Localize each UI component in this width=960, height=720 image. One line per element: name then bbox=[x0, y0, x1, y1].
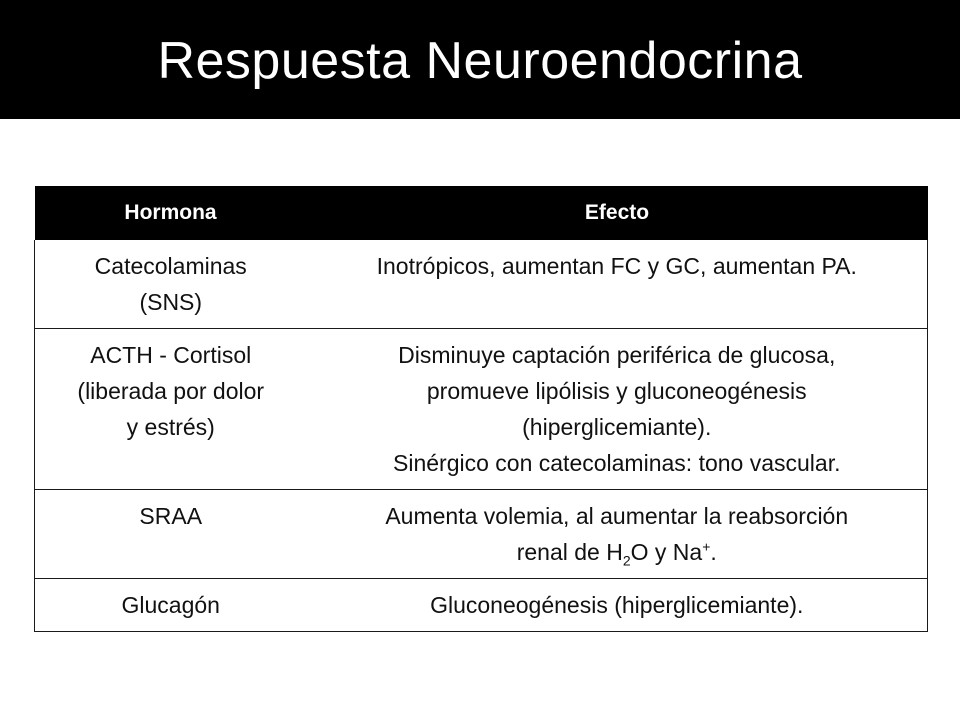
effect-text: Sinérgico con catecolaminas: tono vascular. bbox=[393, 450, 841, 476]
effect-text: Inotrópicos, aumentan FC y GC, aumentan PA. bbox=[376, 253, 857, 279]
effect-cell bbox=[307, 490, 928, 579]
hormone-text: y estrés) bbox=[126, 414, 215, 440]
formula-suffix: . bbox=[710, 539, 717, 565]
hormone-cell bbox=[35, 240, 307, 329]
hormone-cell bbox=[35, 329, 307, 490]
effect-text: Gluconeogénesis (hiperglicemiante). bbox=[430, 592, 804, 618]
effect-text: promueve lipólisis y gluconeogénesis bbox=[426, 378, 807, 404]
hormone-cell bbox=[35, 579, 307, 632]
hormone-text: Catecolaminas bbox=[94, 253, 247, 279]
hormone-table bbox=[34, 186, 928, 632]
table-row bbox=[35, 329, 928, 490]
effect-text-formula bbox=[313, 534, 922, 570]
effect-text: Aumenta volemia, al aumentar la reabsorción bbox=[385, 503, 849, 529]
header-hormona: Hormona bbox=[35, 186, 307, 240]
formula-mid: O y Na bbox=[630, 539, 703, 565]
table-header-row bbox=[35, 186, 928, 240]
sodium-superscript: + bbox=[702, 538, 711, 555]
table-row bbox=[35, 240, 928, 329]
header-efecto: Efecto bbox=[307, 186, 928, 240]
effect-cell bbox=[307, 329, 928, 490]
effect-text: Disminuye captación periférica de glucosa, bbox=[398, 342, 836, 368]
hormone-text: (SNS) bbox=[139, 289, 203, 315]
hormone-text: Glucagón bbox=[121, 592, 220, 618]
effect-text: (hiperglicemiante). bbox=[522, 414, 712, 440]
hormone-cell bbox=[35, 490, 307, 579]
effect-cell bbox=[307, 579, 928, 632]
table-row bbox=[35, 490, 928, 579]
effect-cell bbox=[307, 240, 928, 329]
hormone-text: ACTH - Cortisol bbox=[90, 342, 252, 368]
slide-title: Respuesta Neuroendocrina bbox=[157, 32, 803, 90]
water-subscript: 2 bbox=[622, 552, 631, 569]
hormone-text: (liberada por dolor bbox=[77, 378, 265, 404]
formula-prefix: renal de H bbox=[516, 539, 623, 565]
table-row bbox=[35, 579, 928, 632]
hormone-text: SRAA bbox=[139, 503, 203, 529]
